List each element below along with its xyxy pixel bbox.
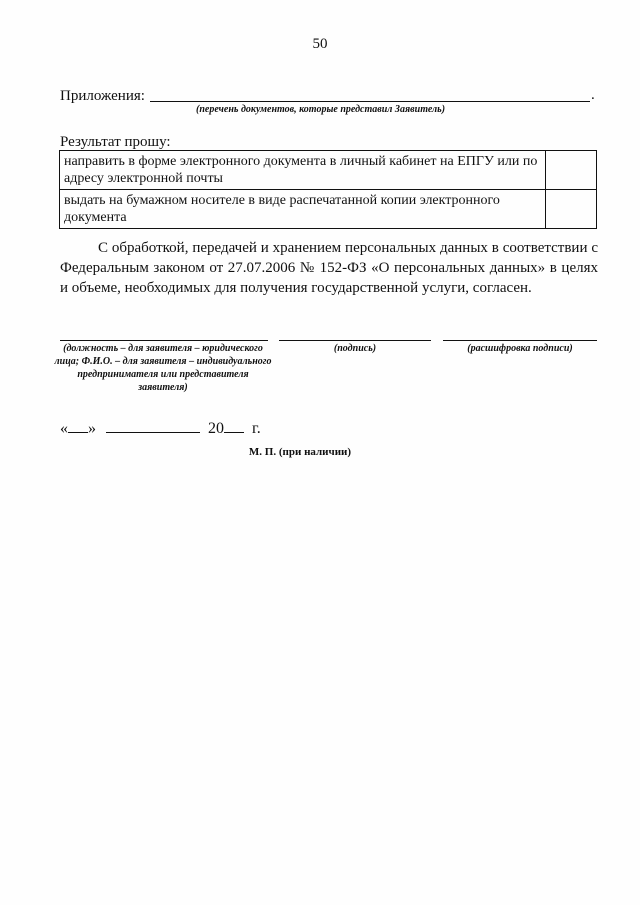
year-suffix: г. — [252, 420, 261, 437]
year-blank — [224, 418, 244, 433]
result-option-checkbox[interactable] — [546, 151, 597, 190]
result-options-table — [59, 150, 597, 229]
result-option-text: направить в форме электронного документа в личный кабинет на ЕПГУ или по адресу электронной почты — [60, 151, 546, 190]
year-prefix: 20 — [208, 420, 224, 437]
appendix-fill-line — [150, 101, 590, 102]
page-number: 50 — [312, 36, 328, 52]
result-option-checkbox[interactable] — [546, 190, 597, 229]
consent-paragraph: С обработкой, передачей и хранением персональных данных в соответствии с Федеральным законом от 27.07.2006 № 152-ФЗ «О персональных данных» в целях и объеме, необходимых для получения государственной услуги, согласен. — [60, 240, 598, 296]
result-label: Результат прошу: — [60, 134, 171, 150]
result-option-row — [60, 151, 597, 190]
date-close-quote: » — [88, 420, 96, 437]
stamp-note: М. П. (при наличии) — [248, 446, 352, 458]
appendix-period: . — [591, 87, 595, 103]
date-line — [60, 418, 261, 438]
position-caption: (должность – для заявителя – юридического лица; Ф.И.О. – для заявителя – индивидуального предпринимателя или представителя заявителя) — [54, 343, 272, 393]
appendix-note: (перечень документов, которые представил Заявитель) — [196, 104, 446, 115]
date-open-quote: « — [60, 420, 68, 437]
day-blank — [68, 418, 88, 433]
signature-fill-line — [279, 340, 431, 341]
result-option-row — [60, 190, 597, 229]
signature-caption: (подпись) — [333, 343, 377, 354]
appendix-label: Приложения: — [60, 88, 145, 104]
result-option-text: выдать на бумажном носителе в виде распечатанной копии электронного документа — [60, 190, 546, 229]
decoding-fill-line — [443, 340, 597, 341]
decoding-caption: (расшифровка подписи) — [467, 343, 573, 354]
month-blank — [106, 418, 200, 433]
position-fill-line — [60, 340, 268, 341]
